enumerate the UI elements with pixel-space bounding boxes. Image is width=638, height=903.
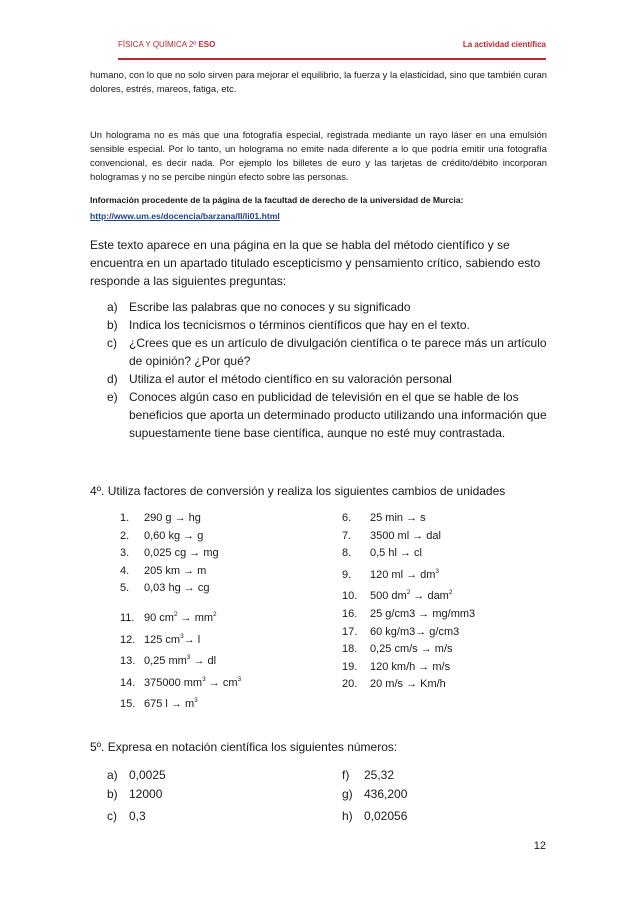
conversions-1-5 [120,510,219,598]
list-item: 17. 60 kg/m3→ g/cm3 [342,625,460,638]
paragraph-hologram: Un holograma no es más que una fotografía especial, registrada mediante un rayo láser en una emulsión sensible especial. Por lo tanto, un holograma no emite nada diferente a lo que podría emitir una fotografía convencional, es decir nada. Por ejemplo los billetes de euro y las tarjetas de crédito/débito incorporan hologramas y no se percibe ningún efecto sobre las personas. [90,129,547,182]
conversions-6-10 [342,510,452,606]
header-subject: FÍSICA Y QUÍMICA 2º ESO [118,40,216,49]
list-item: b) Indica los tecnicismos o términos científicos que hay en el texto. [107,318,470,332]
conversions-16-20 [342,606,475,694]
list-item: c) 0,3 [107,809,146,823]
list-item: a) 0,0025 [107,768,166,782]
list-item: 20. 20 m/s → Km/h [342,678,446,690]
page-number: 12 [533,840,546,852]
list-item: 6. 25 min → s [342,512,426,524]
list-item: d) Utiliza el autor el método científico en su valoración personal [107,372,452,386]
intro-text: Este texto aparece en una página en la que se habla del método científico y se encuentra en un apartado titulado escepticismo y pensamiento crítico, sabiendo esto responde a las siguientes preguntas: [90,238,541,288]
list-item: 13. 0,25 $mm^3$ → dl [120,654,217,667]
list-item: 16. 25 g/cm3 → mg/mm3 [342,608,476,620]
list-item: 18. 0,25 cm/s → m/s [342,643,453,655]
list-item: h) 0,02056 [342,809,408,823]
question-list [107,298,547,442]
list-item: 14. 375000 $mm^3 \to cm^3$ [120,675,242,689]
list-item: 1. 290 g → hg [120,512,201,524]
source-link[interactable]: http://www.um.es/docencia/barzana/II/Ii01.html [90,211,280,221]
list-item: a) Escribe las palabras que no conoces y su significado [107,300,411,314]
section-5-title: 5º. Expresa en notación científica los siguientes números: [90,740,398,754]
list-item: 19. 120 km/h → m/s [342,660,451,673]
source-note [90,192,547,224]
list-item: 8. 0,5 hl → cl [342,547,422,559]
list-item: 2. 0,60 kg → g [120,529,204,542]
paragraph-continuation: humano, con lo que no solo sirven para mejorar el equilibrio, la fuerza y la elasticidad, sino que también curan dolores, estrés, mareos, fatiga, etc. [90,69,547,94]
list-item: 12. 125 $cm^3\to l$ [120,632,201,646]
list-item: e) Conoces algún caso en publicidad de televisión en el que se hable de los beneficios que aporta un determinado producto utilizando una información que supuestamente tiene base científica, aunque no esté muy contrastada. [107,390,547,440]
list-item: 9. 120 ml → $dm^3$ [342,567,440,581]
list-item: 5. 0,03 hg → cg [120,582,210,594]
list-item: b) 12000 [107,786,163,801]
numbers-right [342,766,407,826]
list-item: g) 436,200 [342,786,408,801]
list-item: 10. 500 $dm^2 \to dam^2$ [342,589,453,602]
list-item: c) ¿Crees que es un artículo de divulgación científica o te parece más un artículo de opinión? ¿Por qué? [107,336,547,368]
source-text: Información procedente de la página de la facultad de derecho de la universidad de Murcia: [90,195,464,205]
header-topic: La actividad científica [462,40,546,49]
list-item: 3. 0,025 cg → mg [120,547,219,559]
list-item: 15. 675 $l \to m^3$ [120,697,198,710]
list-item: f) 25,32 [342,768,395,782]
section-4-title: 4º. Utiliza factores de conversión y realiza los siguientes cambios de unidades [90,484,506,498]
list-item: 4. 205 km → m [120,564,207,577]
page-header [118,38,546,60]
numbers-left [107,766,166,826]
list-item: 11. 90 $cm^2 \to mm^2$ [120,611,217,624]
conversions-11-15 [120,606,241,714]
list-item: 7. 3500 ml → dal [342,529,441,542]
